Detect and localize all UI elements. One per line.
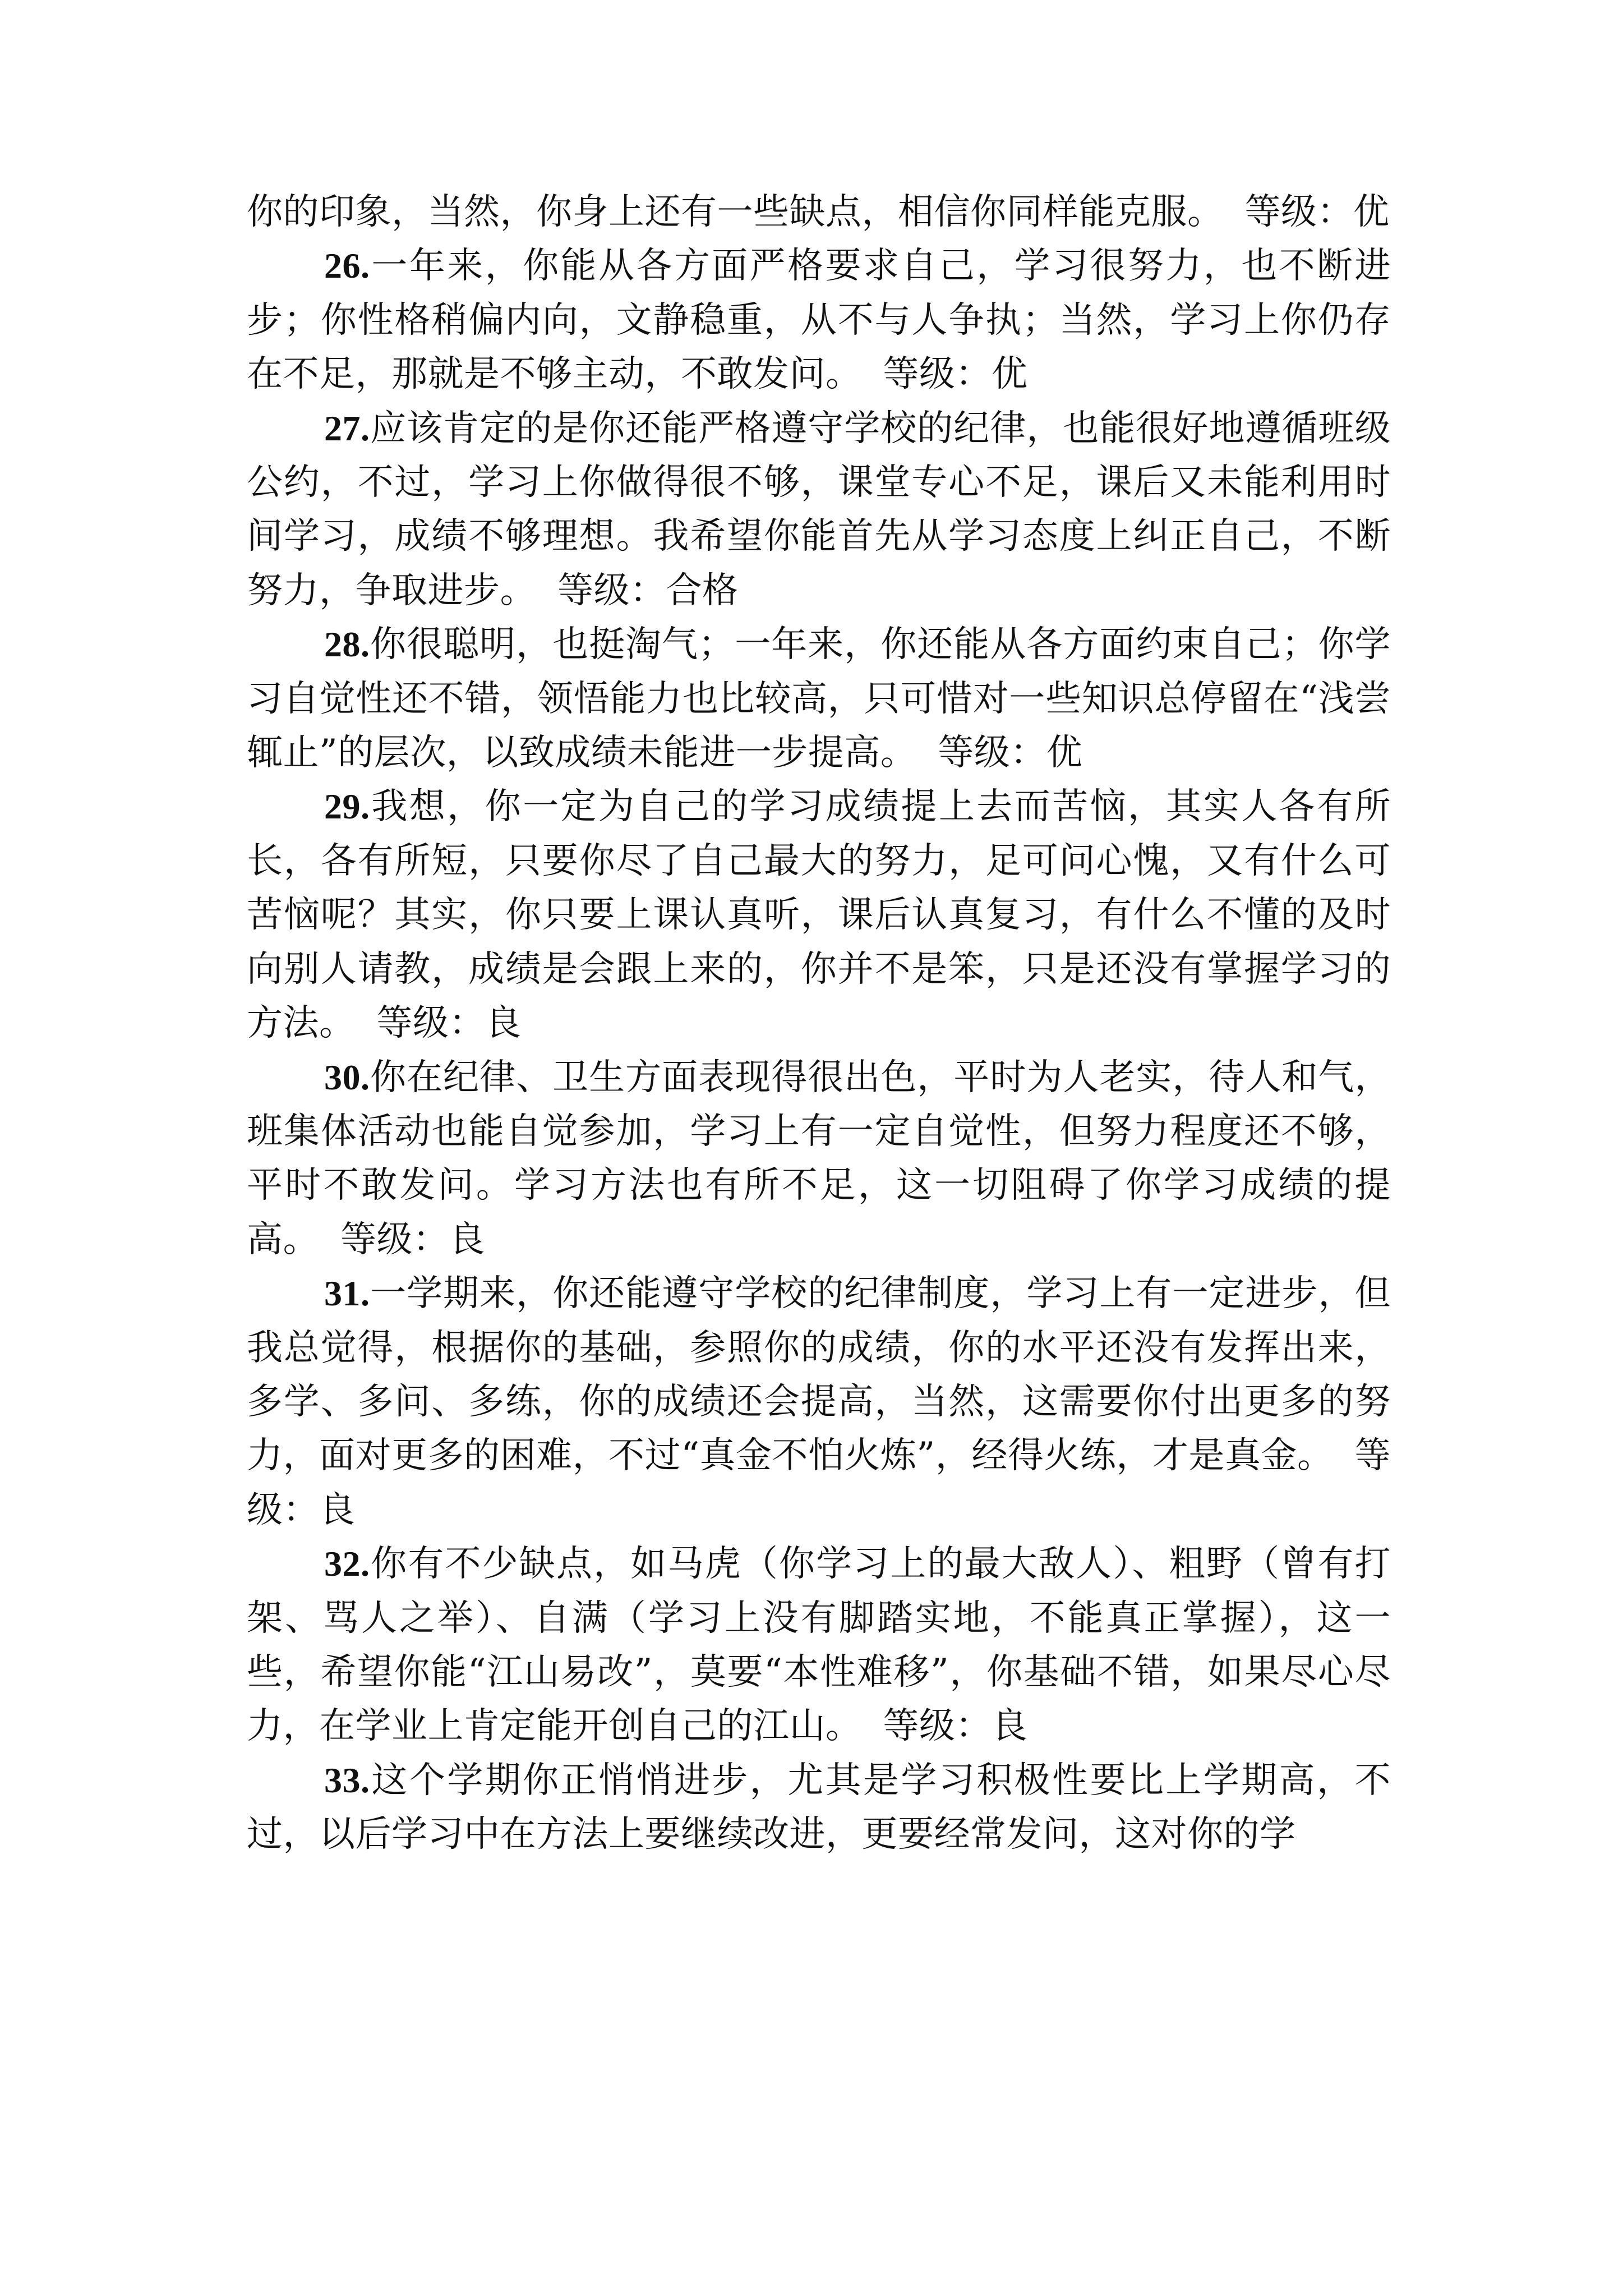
document-body [247, 185, 1391, 1862]
comment-text: 这个学期你正悄悄进步，尤其是学习积极性要比上学期高，不过，以后学习中在方法上要继续改进，更要经常发问，这对你的学 [247, 1759, 1391, 1856]
comment-number: 28. [324, 624, 370, 665]
comment-text: 我想，你一定为自己的学习成绩提上去而苦恼，其实人各有所长，各有所短，只要你尽了自己最大的努力，足可问心愧，又有什么可苦恼呢？其实，你只要上课认真听，课后认真复习，有什么不懂的及时向别人请教，成绩是会跟上来的，你并不是笨，只是还没有掌握学习的方法。 [247, 786, 1391, 1045]
comment-number: 33. [324, 1760, 370, 1800]
grade-value: 良 [449, 1218, 485, 1260]
comment-paragraph [247, 1537, 1391, 1754]
comment-text: 你很聪明，也挺淘气；一年来，你还能从各方面约束自己；你学习自觉性还不错，领悟能力也比较高，只可惜对一些知识总停留在“浅尝辄止”的层次，以致成绩未能进一步提高。 [247, 624, 1391, 774]
grade-value: 优 [992, 353, 1028, 395]
comment-text: 你在纪律、卫生方面表现得很出色，平时为人老实，待人和气，班集体活动也能自觉参加，学习上有一定自觉性，但努力程度还不够，平时不敢发问。学习方法也有所不足，这一切阻碍了你学习成绩的提高。 [247, 1056, 1391, 1260]
grade-value: 良 [319, 1489, 356, 1531]
grade-value: 良 [485, 1002, 522, 1045]
comment-paragraph [247, 618, 1391, 780]
grade-label: 等级： [557, 569, 666, 611]
grade-value: 合格 [666, 569, 739, 611]
comment-paragraph [247, 185, 1391, 239]
comment-number: 26. [324, 246, 370, 286]
grade-label: 等级： [376, 1002, 485, 1045]
comment-text: 一学期来，你还能遵守学校的纪律制度，学习上有一定进步，但我总觉得，根据你的基础，参照你的成绩，你的水平还没有发挥出来，多学、多问、多练，你的成绩还会提高，当然，这需要你付出更多的努力，面对更多的困难，不过“真金不怕火炼”，经得火练，才是真金。 [247, 1273, 1391, 1477]
comment-number: 27. [324, 408, 370, 448]
grade-value: 良 [992, 1705, 1028, 1747]
comment-paragraph [247, 239, 1391, 401]
grade-value: 优 [1046, 732, 1083, 774]
grade-label: 等级： [340, 1218, 449, 1260]
comment-paragraph [247, 1051, 1391, 1267]
grade-label: 等级： [883, 353, 992, 395]
comment-text: 一年来，你能从各方面严格要求自己，学习很努力，也不断进步；你性格稍偏内向，文静稳重，从不与人争执；当然，学习上你仍存在不足，那就是不够主动，不敢发问。 [247, 245, 1391, 395]
comment-text: 应该肯定的是你还能严格遵守学校的纪律，也能很好地遵循班级公约，不过，学习上你做得很不够，课堂专心不足，课后又未能利用时间学习，成绩不够理想。我希望你能首先从学习态度上纠正自己，不断努力，争取进步。 [247, 407, 1391, 611]
comment-number: 31. [324, 1273, 370, 1314]
comment-number: 29. [324, 786, 370, 827]
comment-paragraph [247, 1267, 1391, 1537]
grade-value: 优 [1353, 191, 1390, 233]
grade-label: 等级： [1244, 191, 1353, 233]
grade-label: 等级： [938, 732, 1046, 774]
comment-text: 你的印象，当然，你身上还有一些缺点，相信你同样能克服。 [247, 191, 1224, 233]
comment-number: 32. [324, 1544, 370, 1584]
comment-paragraph [247, 402, 1391, 618]
comment-paragraph [247, 780, 1391, 1050]
grade-label: 等级： [883, 1705, 992, 1747]
comment-text: 你有不少缺点，如马虎（你学习上的最大敌人）、粗野（曾有打架、骂人之举）、自满（学习上没有脚踏实地，不能真正掌握），这一些，希望你能“江山易改”，莫要“本性难移”，你基础不错，如果尽心尽力，在学业上肯定能开创自己的江山。 [247, 1543, 1391, 1747]
grade-label: 等级： [247, 1435, 1391, 1531]
comment-number: 30. [324, 1057, 370, 1097]
comment-paragraph [247, 1754, 1391, 1862]
